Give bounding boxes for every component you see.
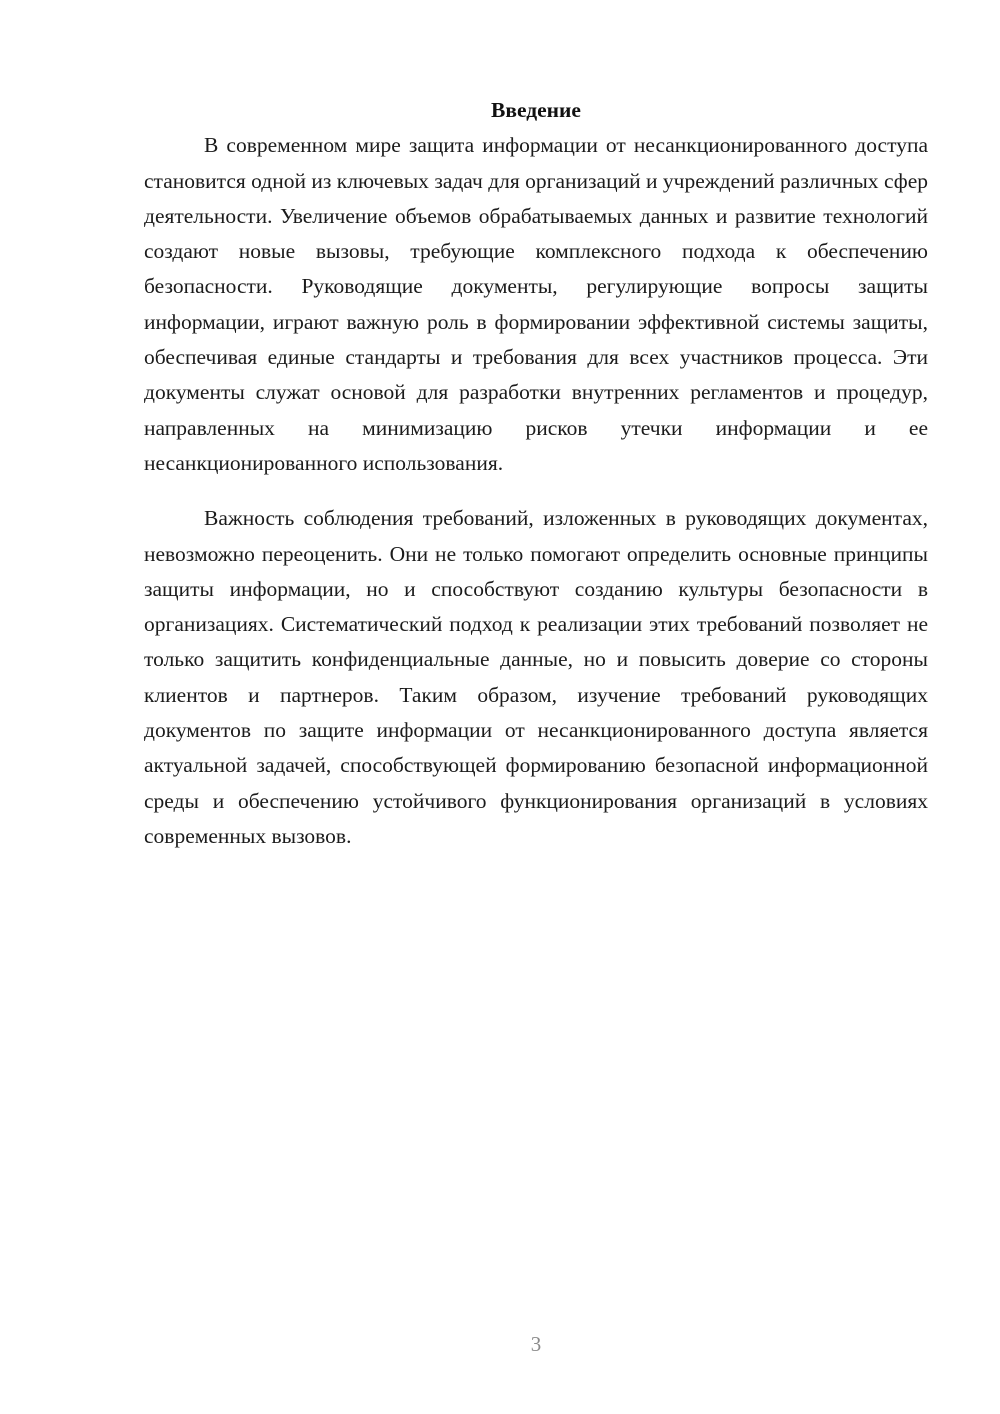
paragraph-2: Важность соблюдения требований, изложенных в руководящих документах, невозможно переоценить. Они не только помогают определить основные принципы защиты информации, но и способствуют созданию культуры безопасности в организациях. Систематический подход к реализации этих требований позволяет не только защитить конфиденциальные данные, но и повысить доверие со стороны клиентов и партнеров. Таким образом, изучение требований руководящих документов по защите информации от несанкционированного доступа является актуальной задачей, способствующей формированию безопасной информационной среды и обеспечению устойчивого функционирования организаций в условиях современных вызовов. (144, 506, 928, 848)
page-content (144, 93, 928, 854)
paragraph-1: В современном мире защита информации от несанкционированного доступа становится одной из ключевых задач для организаций и учреждений различных сфер деятельности. Увеличение объемов обрабатываемых данных и развитие технологий создают новые вызовы, требующие комплексного подхода к обеспечению безопасности. Руководящие документы, регулирующие вопросы защиты информации, играют важную роль в формировании эффективной системы защиты, обеспечивая единые стандарты и требования для всех участников процесса. Эти документы служат основой для разработки внутренних регламентов и процедур, направленных на минимизацию рисков утечки информации и ее несанкционированного использования. (144, 133, 928, 475)
section-heading: Введение (491, 98, 581, 122)
page-number: 3 (530, 1332, 542, 1356)
